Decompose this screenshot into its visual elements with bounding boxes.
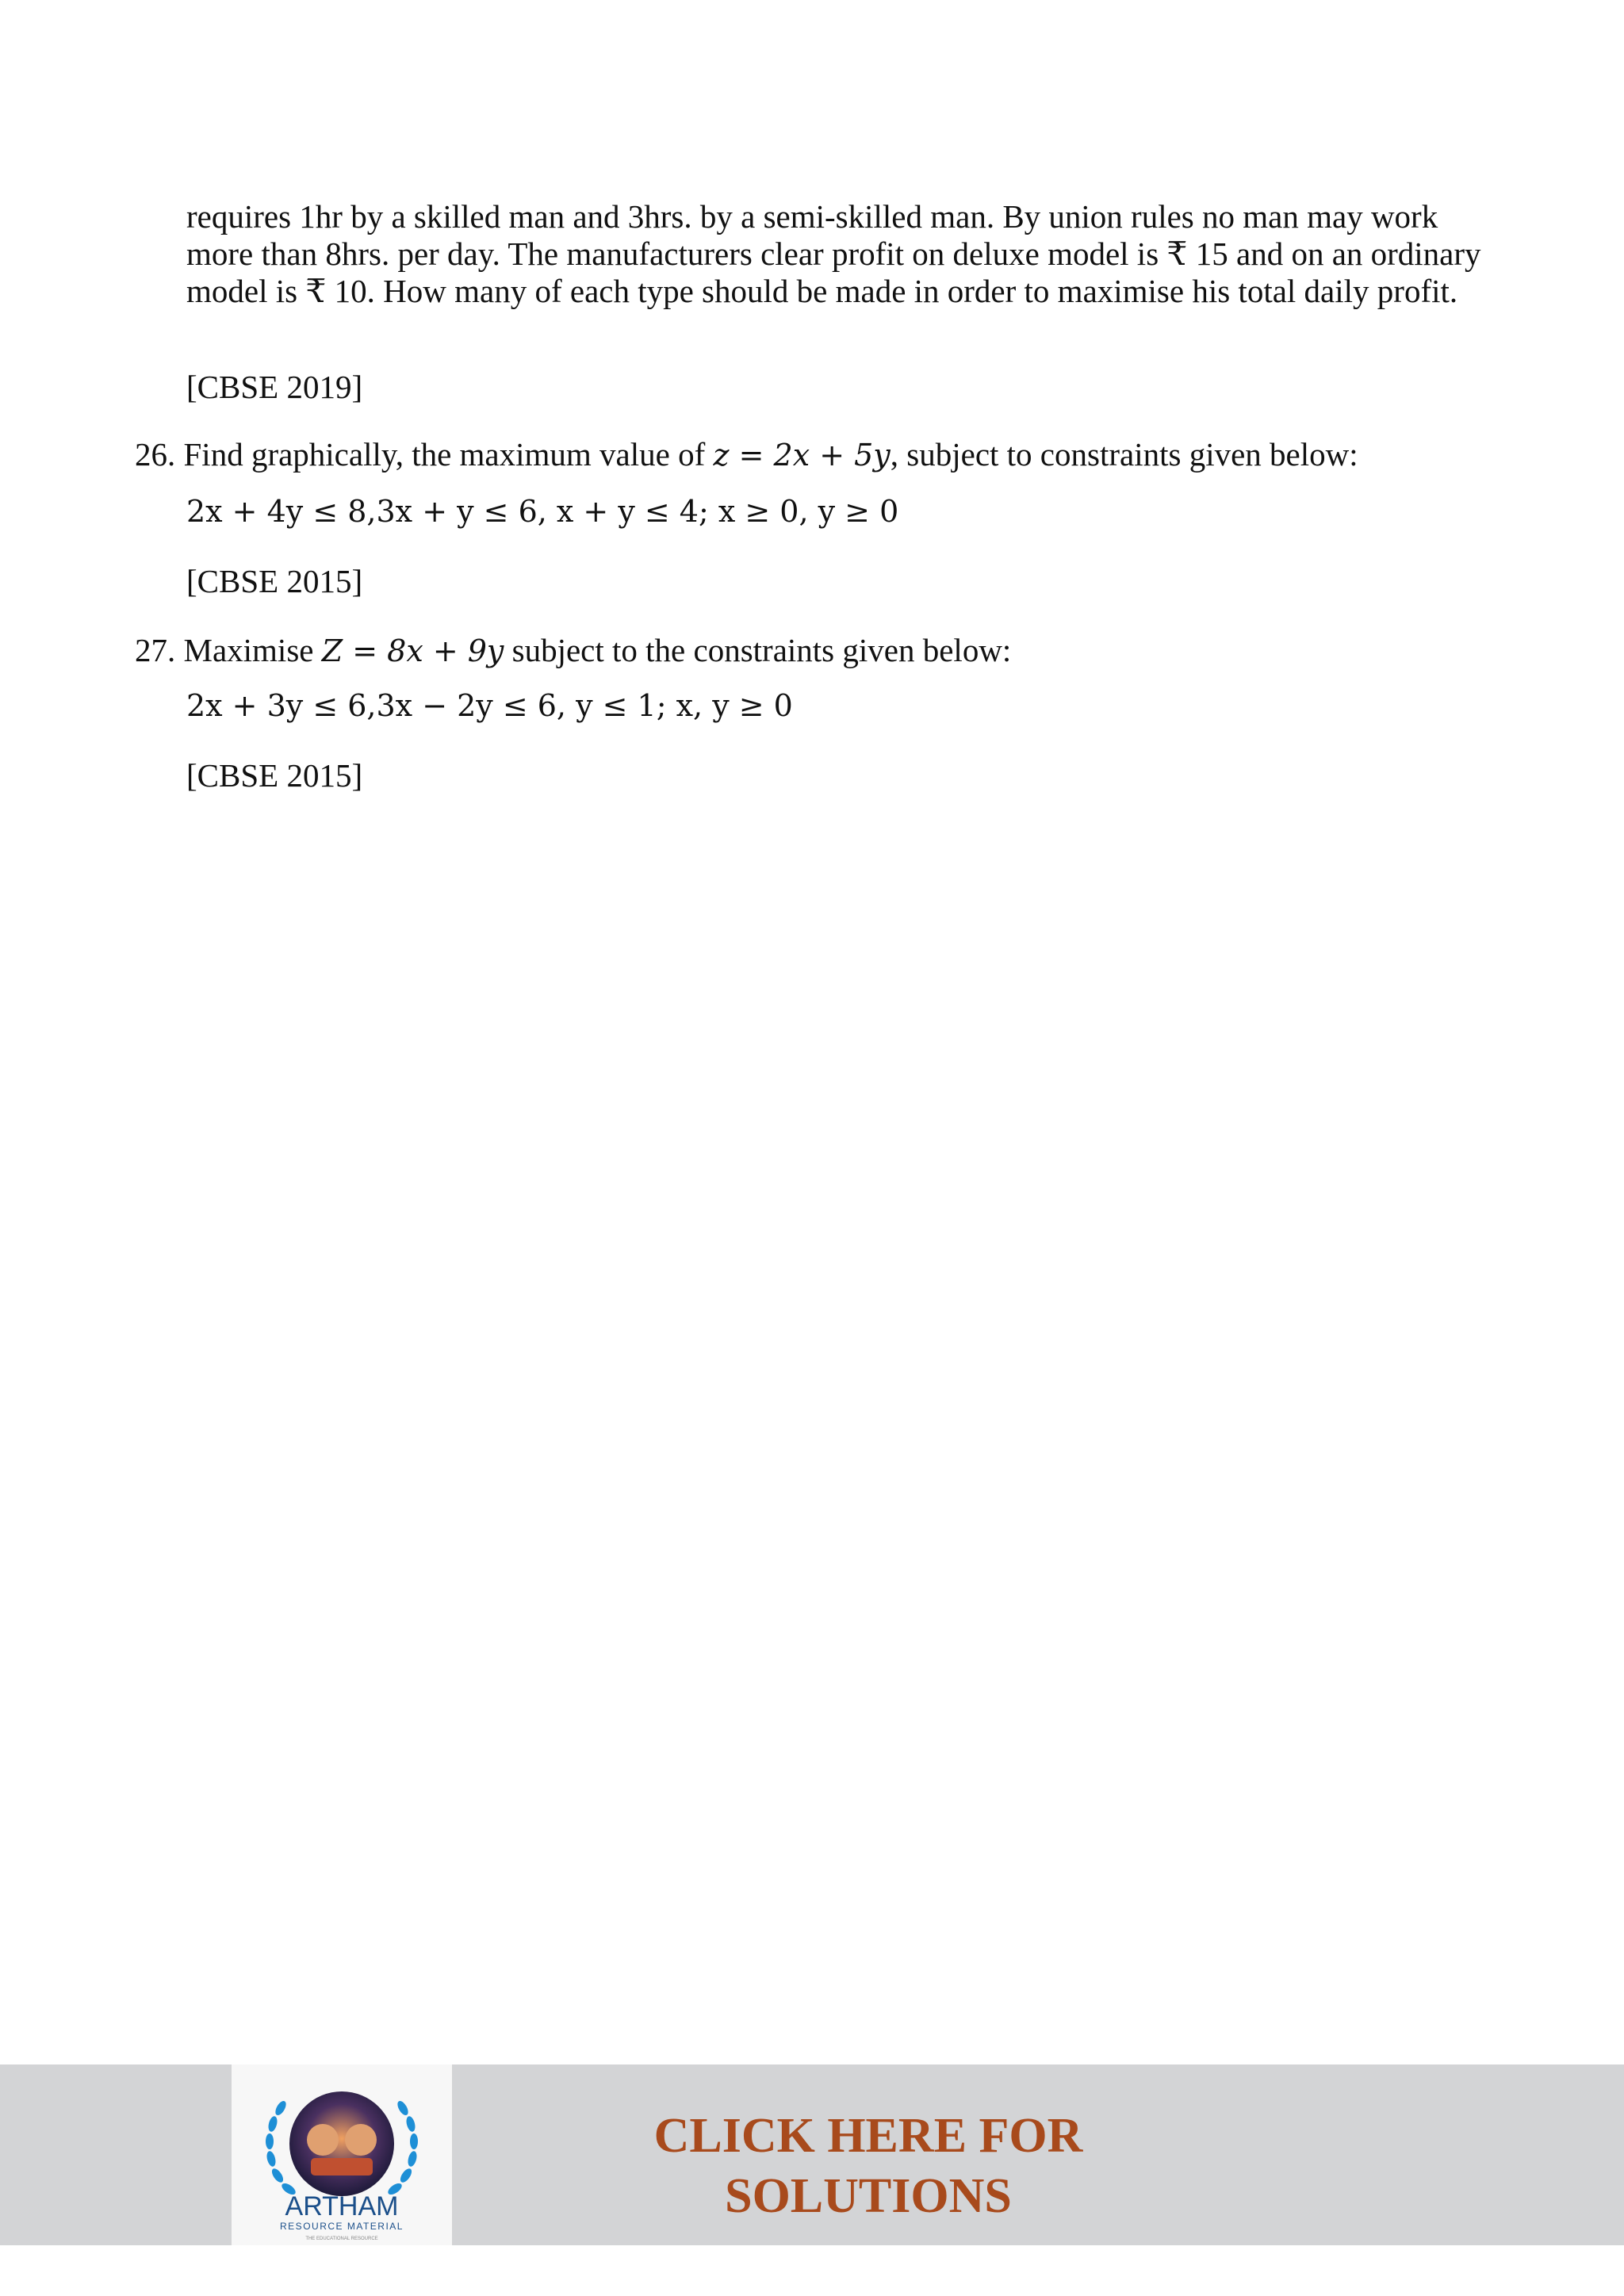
question-text: Find graphically, the maximum value of xyxy=(183,436,706,473)
continuation-text: requires 1hr by a skilled man and 3hrs. by a semi-skilled man. By union rules no man may work more than 8hrs. per day. The manufacturers clear profit on deluxe model is ₹ 15 and on an ordinary model is ₹ 10. How many of each type should be made in order to maximise his total daily profit. xyxy=(186,198,1481,309)
objective-function: Z = 8x + 9y xyxy=(321,633,504,668)
click-here-for-solutions-link[interactable] xyxy=(603,2106,1134,2226)
question-text-after: , subject to constraints given below: xyxy=(890,436,1358,473)
logo-tagline: THE EDUCATIONAL RESOURCE xyxy=(305,2237,378,2241)
question-number: 27. xyxy=(135,632,176,668)
artham-logo xyxy=(232,2064,452,2245)
constraints-26: 2x + 4y ≤ 8,3x + y ≤ 6, x + y ≤ 4; x ≥ 0, y ≥ 0 xyxy=(186,494,899,529)
source-cbse-2019: [CBSE 2019] xyxy=(186,369,363,405)
cta-line-1[interactable]: CLICK HERE FOR xyxy=(653,2109,1083,2163)
question-text-after: subject to the constraints given below: xyxy=(511,632,1012,668)
cta-line-2[interactable]: SOLUTIONS xyxy=(725,2169,1012,2223)
objective-function: z = 2x + 5y xyxy=(713,438,891,473)
question-number: 26. xyxy=(135,436,176,473)
logo-name: ARTHAM xyxy=(285,2191,399,2221)
constraints-27: 2x + 3y ≤ 6,3x − 2y ≤ 6, y ≤ 1; x, y ≥ 0 xyxy=(186,688,793,723)
question-text: Maximise xyxy=(183,632,314,668)
logo-sub: RESOURCE MATERIAL xyxy=(280,2221,404,2232)
laurel-logo-icon xyxy=(232,2064,452,2245)
question-26 xyxy=(135,436,1358,474)
solutions-banner[interactable] xyxy=(0,2064,1624,2245)
question-27 xyxy=(135,632,1011,670)
source-cbse-2015-b: [CBSE 2015] xyxy=(186,757,363,794)
source-cbse-2015-a: [CBSE 2015] xyxy=(186,563,363,599)
